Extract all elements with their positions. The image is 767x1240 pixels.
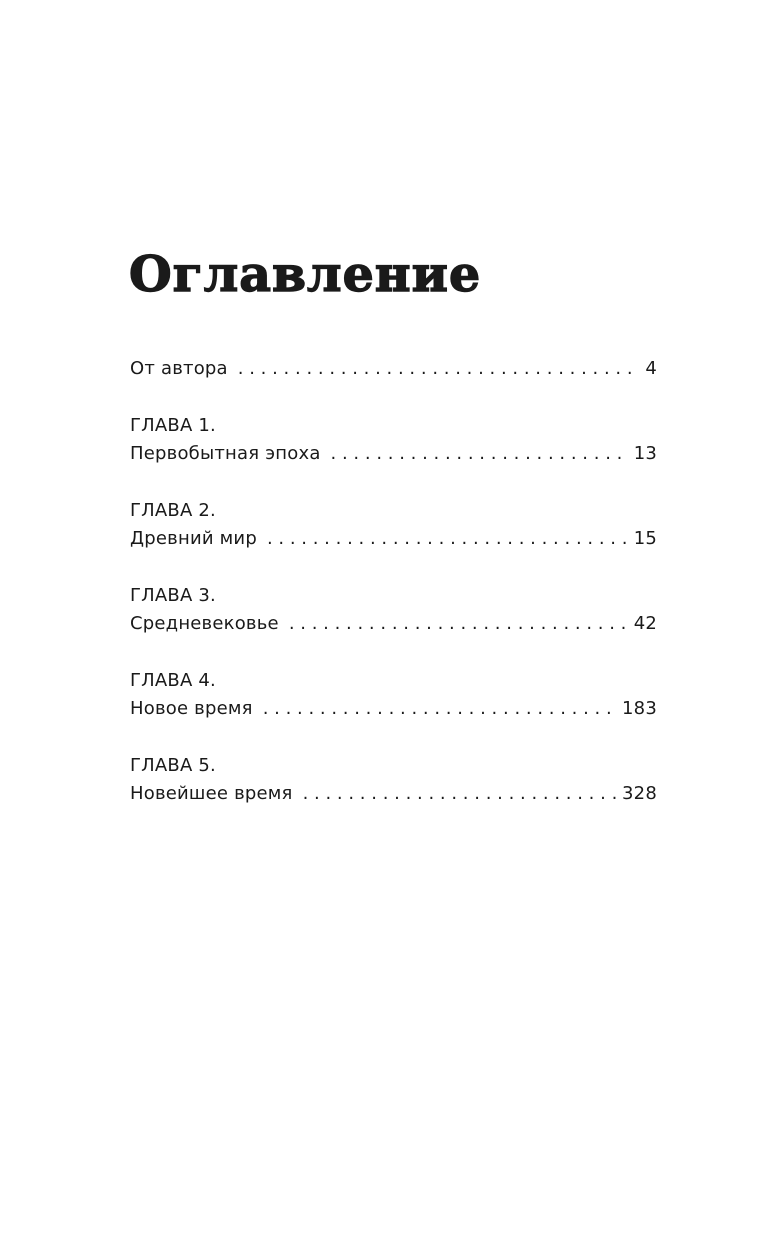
toc-page-number: 4 xyxy=(645,358,657,379)
toc-page-number: 183 xyxy=(622,698,657,719)
toc-line xyxy=(130,354,657,383)
dot-leader xyxy=(331,439,628,468)
dot-leader xyxy=(238,354,640,383)
toc-page-number: 42 xyxy=(633,613,657,634)
table-of-contents xyxy=(130,354,657,808)
toc-page-number: 15 xyxy=(633,528,657,549)
dot-leader xyxy=(289,609,628,638)
toc-entry-title: Средневековье xyxy=(130,613,279,634)
chapter-label: ГЛАВА 3. xyxy=(130,585,216,606)
toc-page-number: 13 xyxy=(633,443,657,464)
toc-line xyxy=(130,779,657,808)
toc-line xyxy=(130,609,657,638)
toc-line xyxy=(130,439,657,468)
toc-entry-title: Первобытная эпоха xyxy=(130,443,321,464)
dot-leader xyxy=(267,524,628,553)
toc-entry-chapter-2[interactable] xyxy=(130,496,657,553)
toc-line xyxy=(130,524,657,553)
toc-entry-title: Новейшее время xyxy=(130,783,293,804)
toc-page-number: 328 xyxy=(622,783,657,804)
toc-entry-chapter-3[interactable] xyxy=(130,581,657,638)
dot-leader xyxy=(263,694,616,723)
toc-entry-title: Новое время xyxy=(130,698,253,719)
toc-entry-chapter-4[interactable] xyxy=(130,666,657,723)
dot-leader xyxy=(303,779,616,808)
toc-entry-title: Древний мир xyxy=(130,528,257,549)
toc-entry-intro[interactable] xyxy=(130,354,657,383)
toc-line xyxy=(130,694,657,723)
toc-entry-title: От автора xyxy=(130,358,228,379)
toc-entry-chapter-5[interactable] xyxy=(130,751,657,808)
chapter-label: ГЛАВА 5. xyxy=(130,755,216,776)
chapter-label: ГЛАВА 2. xyxy=(130,500,216,521)
page-title: Оглавление xyxy=(129,245,482,303)
chapter-label: ГЛАВА 4. xyxy=(130,670,216,691)
toc-entry-chapter-1[interactable] xyxy=(130,411,657,468)
chapter-label: ГЛАВА 1. xyxy=(130,415,216,436)
